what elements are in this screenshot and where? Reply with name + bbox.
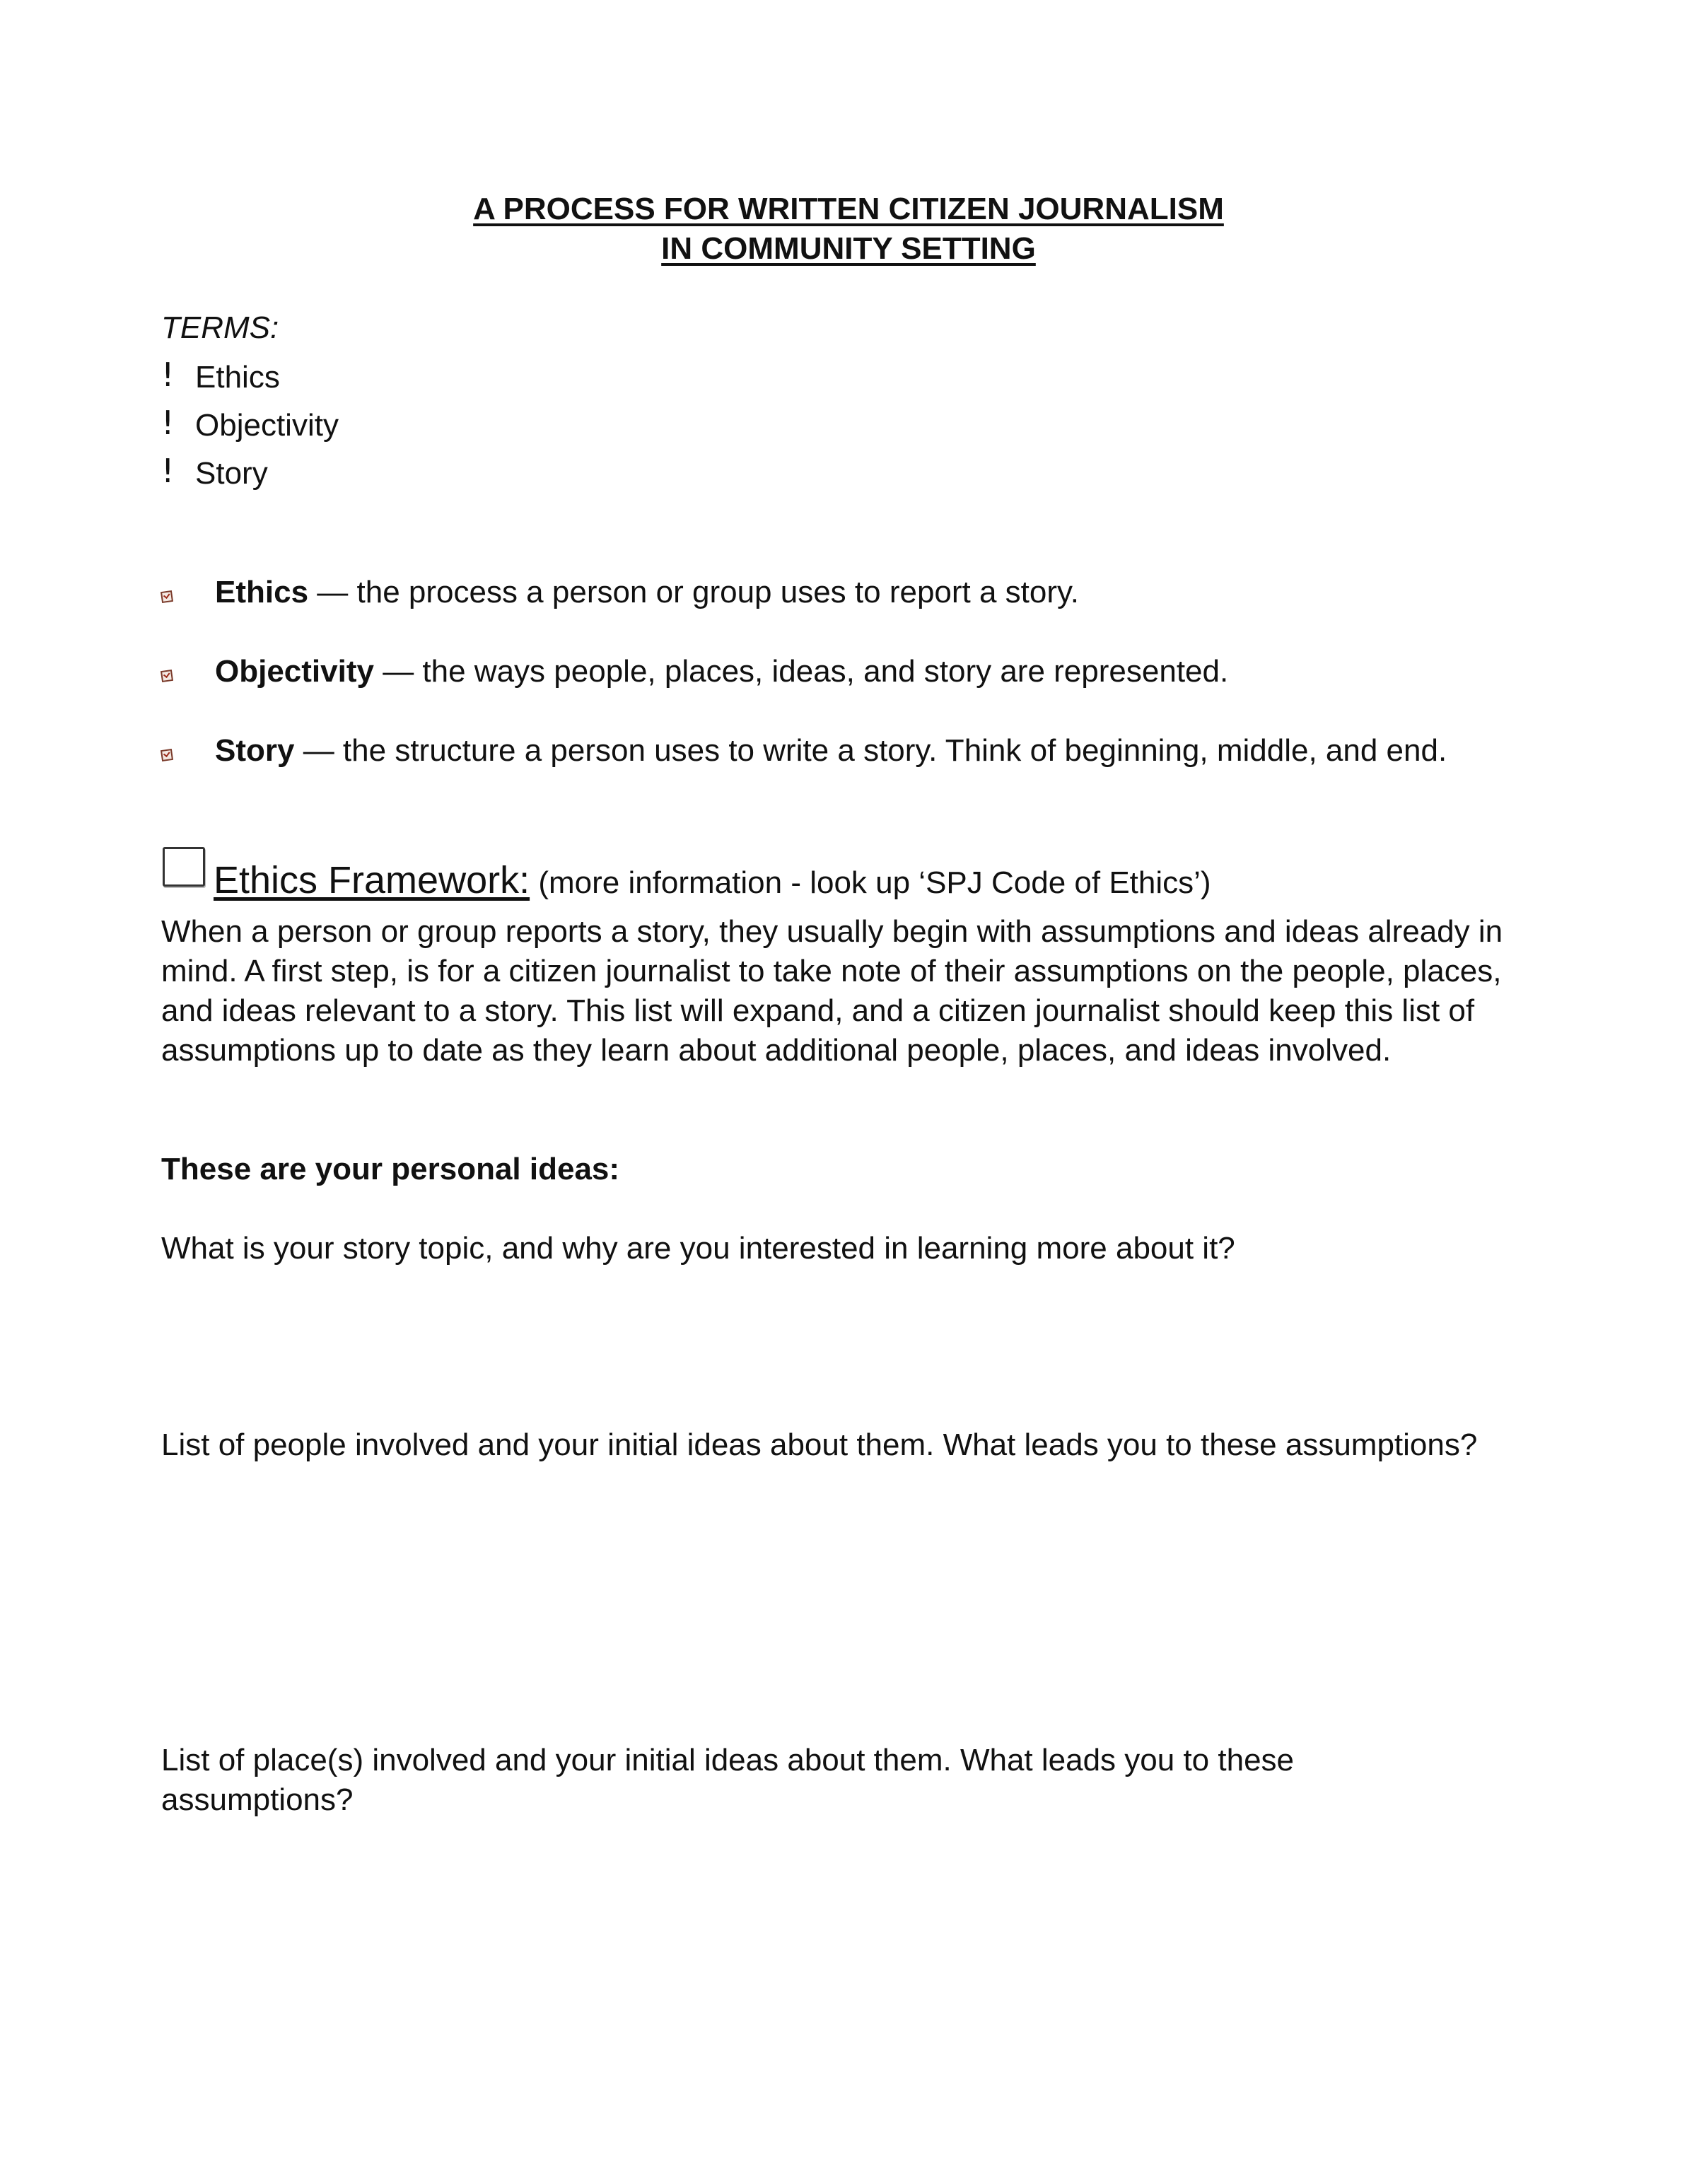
question-people-involved: List of people involved and your initial ideas about them. What leads you to these assumptions? [161, 1427, 1478, 1462]
framework-paragraph: When a person or group reports a story, they usually begin with assumptions and ideas already in mind. A first step, is for a citizen journalist to take note of their assumptions on the people, places, and ideas relevant to a story. This list will expand, and a citizen journalist should keep this list of assumptions up to date as they learn about additional people, places, and ideas involved. [161, 914, 1503, 1068]
definition-term: Story [215, 733, 295, 768]
definition-term: Ethics [215, 575, 309, 609]
term-item-story: Story [195, 456, 268, 491]
checkbox-bullet-icon [161, 670, 173, 682]
term-item-ethics: Ethics [195, 360, 280, 395]
exclamation-bullet-icon: ! [161, 356, 175, 394]
framework-title: Ethics Framework: [214, 859, 530, 901]
definition-text: — the process a person or group uses to report a story. [308, 575, 1079, 609]
definition-term: Objectivity [215, 654, 374, 689]
framework-checkbox-icon[interactable] [163, 847, 205, 887]
title-line-1: A PROCESS FOR WRITTEN CITIZEN JOURNALISM [473, 192, 1224, 226]
definition-text: — the structure a person uses to write a story. Think of beginning, middle, and end. [294, 733, 1447, 768]
question-story-topic: What is your story topic, and why are you interested in learning more about it? [161, 1231, 1235, 1266]
term-item-objectivity: Objectivity [195, 408, 339, 443]
question-places-involved: List of place(s) involved and your initial ideas about them. What leads you to these assumptions? [161, 1743, 1295, 1817]
checkbox-bullet-icon [161, 749, 173, 761]
definition-story [215, 731, 1447, 771]
definition-objectivity [215, 652, 1228, 691]
definition-ethics [215, 573, 1079, 612]
framework-note: (more information - look up ‘SPJ Code of Ethics’) [530, 865, 1211, 900]
definition-text: — the ways people, places, ideas, and story are represented. [373, 654, 1229, 689]
personal-ideas-heading: These are your personal ideas: [161, 1152, 620, 1186]
checkbox-bullet-icon [161, 590, 173, 603]
framework-heading [214, 857, 1211, 913]
title-line-2: IN COMMUNITY SETTING [661, 231, 1036, 266]
exclamation-bullet-icon: ! [161, 452, 175, 490]
exclamation-bullet-icon: ! [161, 404, 175, 442]
terms-heading: TERMS: [161, 310, 279, 345]
